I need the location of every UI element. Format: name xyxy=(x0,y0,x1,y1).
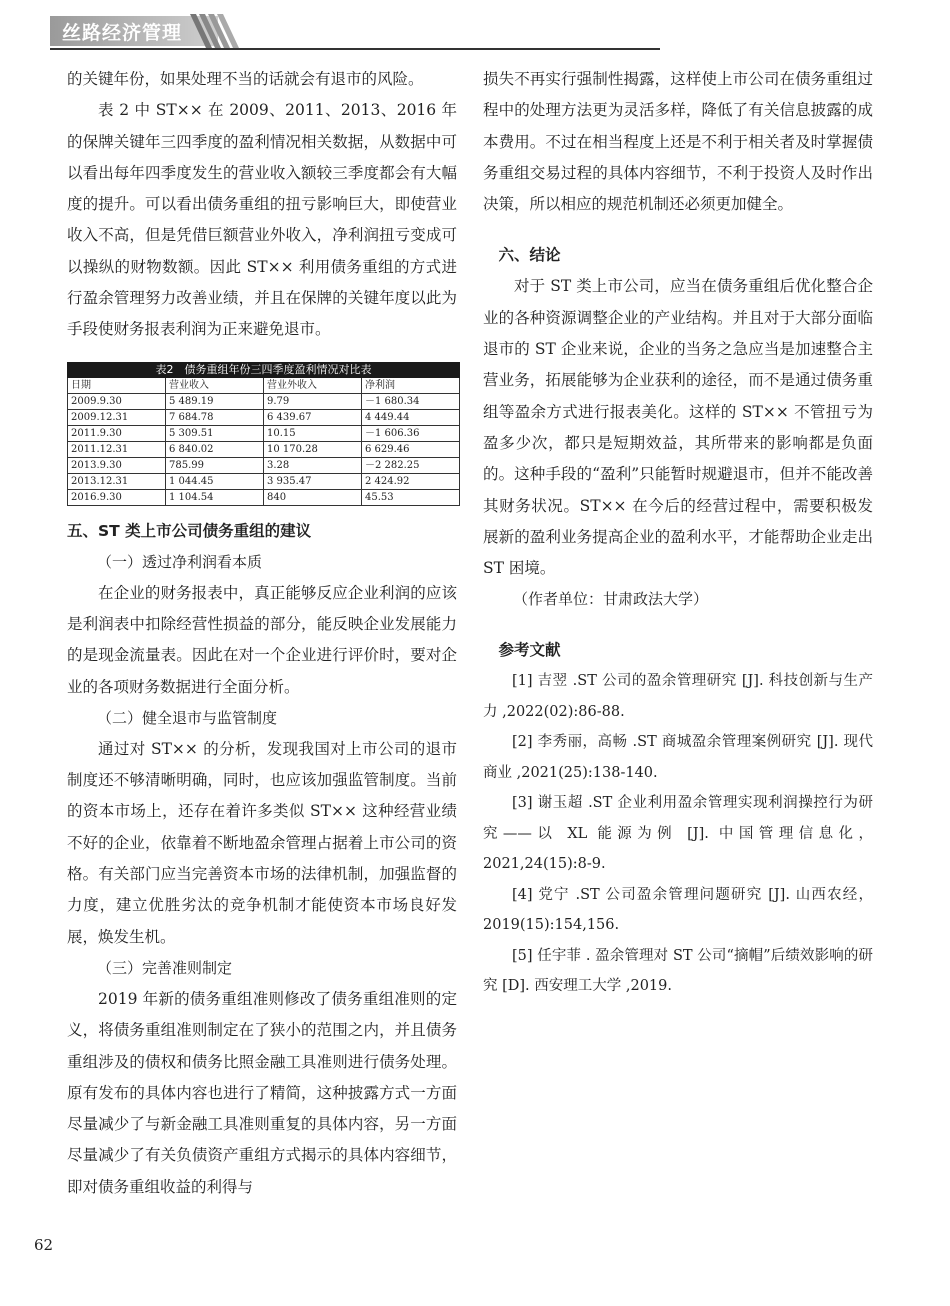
left-column xyxy=(67,64,457,1203)
journal-title: 丝路经济管理 xyxy=(62,22,183,44)
table-cell: 785.99 xyxy=(166,457,264,473)
table-cell: 2013.12.31 xyxy=(68,473,166,489)
paragraph: 的关键年份，如果处理不当的话就会有退市的风险。 xyxy=(67,70,424,88)
table-cell: 6 629.46 xyxy=(362,441,460,457)
subsection-heading: （三）完善准则制定 xyxy=(97,958,233,977)
reference-item: [2] 李秀丽，高畅 .ST 商城盈余管理案例研究 [J]. 现代商业 ,2021(25):138-140. xyxy=(483,734,873,781)
table-cell: 10 170.28 xyxy=(264,441,362,457)
table-cell: 2011.9.30 xyxy=(68,425,166,441)
table-header-row xyxy=(68,378,460,394)
reference-item: [5] 任宇菲 . 盈余管理对 ST 公司“摘帽”后绩效影响的研究 [D]. 西安理工大学 ,2019. xyxy=(483,947,873,995)
table-header-cell: 营业外收入 xyxy=(264,378,362,394)
data-table xyxy=(67,378,460,506)
right-column xyxy=(483,64,873,1002)
table-cell: 2 424.92 xyxy=(362,473,460,489)
table-header-cell: 净利润 xyxy=(362,378,460,394)
page-number: 62 xyxy=(34,1236,54,1254)
table-row xyxy=(68,473,460,489)
table-row xyxy=(68,409,460,425)
author-affiliation: （作者单位：甘肃政法大学） xyxy=(513,590,709,609)
table-cell: 3.28 xyxy=(264,457,362,473)
table-row xyxy=(68,425,460,441)
table-cell: －1 606.36 xyxy=(362,425,460,441)
subsection-heading: （一）透过净利润看本质 xyxy=(97,552,263,571)
table-cell: 9.79 xyxy=(264,393,362,409)
header-rule xyxy=(50,48,660,50)
table-header-cell: 营业收入 xyxy=(166,378,264,394)
paragraph: 对于 ST 类上市公司，应当在债务重组后优化整合企业的各种资源调整企业的产业结构。并且对于大部分面临退市的 ST 企业来说，企业的当务之急应当是加速整合主营业务，拓展能够为企业获利的途径，而不是通过债务重组等盈余方式进行报表美化。这样的 ST×× 不管扭亏为盈多少次，都只是短期效益，其所带来的影响都是负面的。这种手段的“盈利”只能暂时规避退市，但并不能改善其财务状况。ST×× 在今后的经营过程中，需要积极发展新的盈利业务提高企业的盈利水平，才能帮助企业走出 ST 困境。 xyxy=(483,277,873,578)
reference-item: [1] 吉翌 .ST 公司的盈余管理研究 [J]. 科技创新与生产力 ,2022(02):86-88. xyxy=(483,673,873,720)
section-heading: 六、结论 xyxy=(498,246,561,265)
table-row xyxy=(68,441,460,457)
table-cell: 2009.12.31 xyxy=(68,409,166,425)
table-cell: －2 282.25 xyxy=(362,457,460,473)
table-cell: 2016.9.30 xyxy=(68,489,166,505)
table-cell: 1 044.45 xyxy=(166,473,264,489)
table-cell: 2011.12.31 xyxy=(68,441,166,457)
references-heading: 参考文献 xyxy=(498,641,561,660)
table-cell: 10.15 xyxy=(264,425,362,441)
table-row xyxy=(68,457,460,473)
table-cell: 5 309.51 xyxy=(166,425,264,441)
table-cell: 7 684.78 xyxy=(166,409,264,425)
reference-item: [3] 谢玉超 .ST 企业利用盈余管理实现利润操控行为研究——以 XL 能源为例 [J]. 中国管理信息化，2021,24(15):8-9. xyxy=(483,795,873,873)
table-row xyxy=(68,393,460,409)
table-cell: －1 680.34 xyxy=(362,393,460,409)
table-cell: 4 449.44 xyxy=(362,409,460,425)
table-cell: 1 104.54 xyxy=(166,489,264,505)
table-row xyxy=(68,489,460,505)
paragraph: 在企业的财务报表中，真正能够反应企业利润的应该是利润表中扣除经营性损益的部分，能反映企业发展能力的是现金流量表。因此在对一个企业进行评价时，要对企业的各项财务数据进行全面分析。 xyxy=(67,583,457,696)
paragraph: 通过对 ST×× 的分析，发现我国对上市公司的退市制度还不够清晰明确，同时，也应该加强监管制度。当前的资本市场上，还存在着许多类似 ST×× 这种经营业绩不好的企业，依靠着不断地盈余管理占据着上市公司的资格。有关部门应当完善资本市场的法律机制，加强监督的力度，建立优胜劣汰的竞争机制才能使资本市场良好发展，焕发生机。 xyxy=(67,739,457,946)
table-cell: 840 xyxy=(264,489,362,505)
table-cell: 6 439.67 xyxy=(264,409,362,425)
paragraph: 表 2 中 ST×× 在 2009、2011、2013、2016 年的保牌关键年三四季度的盈利情况相关数据，从数据中可以看出每年四季度发生的营业收入额较三季度都会有大幅度的提升。可以看出债务重组的扭亏影响巨大，即使营业收入不高，但是凭借巨额营业外收入，净利润扭亏变成可以操纵的财物数额。因此 ST×× 利用债务重组的方式进行盈余管理努力改善业绩，并且在保牌的关键年度以此为手段使财务报表利润为正来避免退市。 xyxy=(67,101,457,339)
paragraph: 损失不再实行强制性揭露，这样使上市公司在债务重组过程中的处理方法更为灵活多样，降低了有关信息披露的成本费用。不过在相当程度上还是不利于相关者及时掌握债务重组交易过程的具体内容细节，不利于投资人及时作出决策，所以相应的规范机制还必须更加健全。 xyxy=(483,70,873,214)
header-stripes-decoration xyxy=(190,14,240,48)
table-cell: 3 935.47 xyxy=(264,473,362,489)
table-cell: 45.53 xyxy=(362,489,460,505)
section-heading: 五、ST 类上市公司债务重组的建议 xyxy=(67,521,312,540)
table-cell: 2013.9.30 xyxy=(68,457,166,473)
table-caption: 表2 债务重组年份三四季度盈利情况对比表 xyxy=(67,362,460,378)
reference-item: [4] 党宁 .ST 公司盈余管理问题研究 [J]. 山西农经，2019(15):154,156. xyxy=(483,886,873,934)
table-2 xyxy=(67,362,460,506)
table-header-cell: 日期 xyxy=(68,378,166,394)
table-cell: 5 489.19 xyxy=(166,393,264,409)
table-cell: 6 840.02 xyxy=(166,441,264,457)
paragraph: 2019 年新的债务重组准则修改了债务重组准则的定义，将债务重组准则制定在了狭小的范围之内，并且债务重组涉及的债权和债务比照金融工具准则进行债务处理。原有发布的具体内容也进行了精简，这种披露方式一方面尽量减少了与新金融工具准则重复的具体内容，另一方面尽量减少了有关负债资产重组方式揭示的具体内容细节，即对债务重组收益的利得与 xyxy=(67,989,457,1196)
table-cell: 2009.9.30 xyxy=(68,393,166,409)
subsection-heading: （二）健全退市与监管制度 xyxy=(97,708,278,727)
